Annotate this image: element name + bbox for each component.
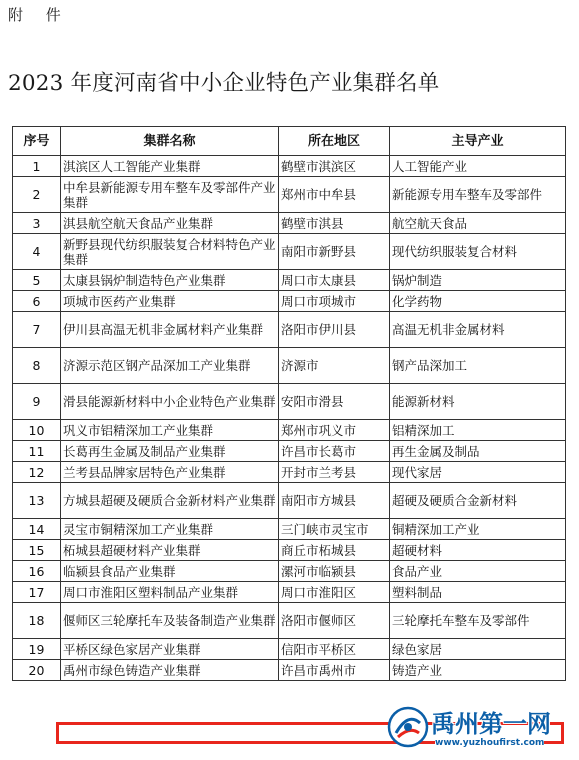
table-row bbox=[13, 639, 566, 660]
header-no: 序号 bbox=[13, 127, 61, 156]
cell-industry: 能源新材料 bbox=[390, 384, 566, 420]
cell-area: 安阳市滑县 bbox=[279, 384, 390, 420]
cell-no: 7 bbox=[13, 312, 61, 348]
watermark bbox=[387, 700, 579, 760]
cell-area: 鹤壁市淇滨区 bbox=[279, 156, 390, 177]
table-row bbox=[13, 312, 566, 348]
cell-cluster-name: 方城县超硬及硬质合金新材料产业集群 bbox=[61, 483, 279, 519]
cell-no: 15 bbox=[13, 540, 61, 561]
table-row bbox=[13, 483, 566, 519]
watermark-brand: 禹州第一网 bbox=[431, 710, 551, 738]
cell-industry: 铝精深加工 bbox=[390, 420, 566, 441]
table-row bbox=[13, 561, 566, 582]
table-row bbox=[13, 660, 566, 681]
cell-industry: 航空航天食品 bbox=[390, 213, 566, 234]
table-row bbox=[13, 540, 566, 561]
cell-cluster-name: 长葛再生金属及制品产业集群 bbox=[61, 441, 279, 462]
cell-no: 4 bbox=[13, 234, 61, 270]
cluster-table bbox=[12, 126, 566, 681]
header-area: 所在地区 bbox=[279, 127, 390, 156]
cell-area: 济源市 bbox=[279, 348, 390, 384]
header-name: 集群名称 bbox=[61, 127, 279, 156]
cell-industry: 高温无机非金属材料 bbox=[390, 312, 566, 348]
cell-area: 三门峡市灵宝市 bbox=[279, 519, 390, 540]
cell-area: 周口市太康县 bbox=[279, 270, 390, 291]
table-row bbox=[13, 420, 566, 441]
cell-no: 20 bbox=[13, 660, 61, 681]
cell-cluster-name: 巩义市铝精深加工产业集群 bbox=[61, 420, 279, 441]
cell-cluster-name: 新野县现代纺织服装复合材料特色产业集群 bbox=[61, 234, 279, 270]
table-row bbox=[13, 213, 566, 234]
cell-no: 3 bbox=[13, 213, 61, 234]
cell-no: 16 bbox=[13, 561, 61, 582]
cell-no: 5 bbox=[13, 270, 61, 291]
cell-no: 14 bbox=[13, 519, 61, 540]
cell-no: 18 bbox=[13, 603, 61, 639]
cell-area: 南阳市方城县 bbox=[279, 483, 390, 519]
cell-industry: 化学药物 bbox=[390, 291, 566, 312]
cell-no: 2 bbox=[13, 177, 61, 213]
cell-no: 11 bbox=[13, 441, 61, 462]
cell-area: 商丘市柘城县 bbox=[279, 540, 390, 561]
cell-cluster-name: 淇滨区人工智能产业集群 bbox=[61, 156, 279, 177]
cell-industry: 三轮摩托车整车及零部件 bbox=[390, 603, 566, 639]
cell-area: 漯河市临颍县 bbox=[279, 561, 390, 582]
table-row bbox=[13, 384, 566, 420]
cell-area: 鹤壁市淇县 bbox=[279, 213, 390, 234]
cell-industry: 现代纺织服装复合材料 bbox=[390, 234, 566, 270]
table-row bbox=[13, 519, 566, 540]
table-row bbox=[13, 603, 566, 639]
cell-cluster-name: 太康县锅炉制造特色产业集群 bbox=[61, 270, 279, 291]
cell-area: 开封市兰考县 bbox=[279, 462, 390, 483]
cell-area: 郑州市巩义市 bbox=[279, 420, 390, 441]
header-industry: 主导产业 bbox=[390, 127, 566, 156]
watermark-url: www.yuzhoufirst.com bbox=[435, 738, 545, 748]
cell-cluster-name: 兰考县品牌家居特色产业集群 bbox=[61, 462, 279, 483]
cell-cluster-name: 滑县能源新材料中小企业特色产业集群 bbox=[61, 384, 279, 420]
cell-no: 1 bbox=[13, 156, 61, 177]
cell-industry: 超硬及硬质合金新材料 bbox=[390, 483, 566, 519]
cell-no: 13 bbox=[13, 483, 61, 519]
table-row bbox=[13, 234, 566, 270]
cell-industry: 现代家居 bbox=[390, 462, 566, 483]
table-row bbox=[13, 177, 566, 213]
cell-industry: 再生金属及制品 bbox=[390, 441, 566, 462]
cell-area: 周口市项城市 bbox=[279, 291, 390, 312]
cell-cluster-name: 中牟县新能源专用车整车及零部件产业集群 bbox=[61, 177, 279, 213]
cell-industry: 钢产品深加工 bbox=[390, 348, 566, 384]
cell-industry: 食品产业 bbox=[390, 561, 566, 582]
table-row bbox=[13, 441, 566, 462]
cell-no: 10 bbox=[13, 420, 61, 441]
cell-cluster-name: 淇县航空航天食品产业集群 bbox=[61, 213, 279, 234]
cell-cluster-name: 禹州市绿色铸造产业集群 bbox=[61, 660, 279, 681]
cell-industry: 新能源专用车整车及零部件 bbox=[390, 177, 566, 213]
cell-industry: 塑料制品 bbox=[390, 582, 566, 603]
cell-cluster-name: 平桥区绿色家居产业集群 bbox=[61, 639, 279, 660]
cell-cluster-name: 柘城县超硬材料产业集群 bbox=[61, 540, 279, 561]
cell-area: 信阳市平桥区 bbox=[279, 639, 390, 660]
cell-area: 郑州市中牟县 bbox=[279, 177, 390, 213]
watermark-logo-icon bbox=[387, 706, 429, 748]
cell-area: 许昌市长葛市 bbox=[279, 441, 390, 462]
table-body bbox=[13, 156, 566, 681]
cell-industry: 人工智能产业 bbox=[390, 156, 566, 177]
table-row bbox=[13, 270, 566, 291]
cell-industry: 铸造产业 bbox=[390, 660, 566, 681]
cell-cluster-name: 项城市医药产业集群 bbox=[61, 291, 279, 312]
cell-area: 南阳市新野县 bbox=[279, 234, 390, 270]
cell-no: 9 bbox=[13, 384, 61, 420]
table-row bbox=[13, 462, 566, 483]
cell-area: 许昌市禹州市 bbox=[279, 660, 390, 681]
table-header-row bbox=[13, 127, 566, 156]
cell-no: 19 bbox=[13, 639, 61, 660]
table-row bbox=[13, 156, 566, 177]
cell-no: 8 bbox=[13, 348, 61, 384]
cell-industry: 锅炉制造 bbox=[390, 270, 566, 291]
cell-no: 6 bbox=[13, 291, 61, 312]
cell-cluster-name: 灵宝市铜精深加工产业集群 bbox=[61, 519, 279, 540]
table-row bbox=[13, 582, 566, 603]
cell-cluster-name: 周口市淮阳区塑料制品产业集群 bbox=[61, 582, 279, 603]
cell-area: 周口市淮阳区 bbox=[279, 582, 390, 603]
table-row bbox=[13, 291, 566, 312]
cell-cluster-name: 伊川县高温无机非金属材料产业集群 bbox=[61, 312, 279, 348]
cell-industry: 铜精深加工产业 bbox=[390, 519, 566, 540]
cell-cluster-name: 临颍县食品产业集群 bbox=[61, 561, 279, 582]
cell-area: 洛阳市伊川县 bbox=[279, 312, 390, 348]
cell-area: 洛阳市偃师区 bbox=[279, 603, 390, 639]
cell-industry: 绿色家居 bbox=[390, 639, 566, 660]
cell-no: 12 bbox=[13, 462, 61, 483]
cell-cluster-name: 济源示范区钢产品深加工产业集群 bbox=[61, 348, 279, 384]
document-title: 2023 年度河南省中小企业特色产业集群名单 bbox=[8, 71, 440, 96]
cell-no: 17 bbox=[13, 582, 61, 603]
cell-cluster-name: 偃师区三轮摩托车及装备制造产业集群 bbox=[61, 603, 279, 639]
table-row bbox=[13, 348, 566, 384]
attachment-label: 附 件 bbox=[8, 6, 70, 24]
cell-industry: 超硬材料 bbox=[390, 540, 566, 561]
